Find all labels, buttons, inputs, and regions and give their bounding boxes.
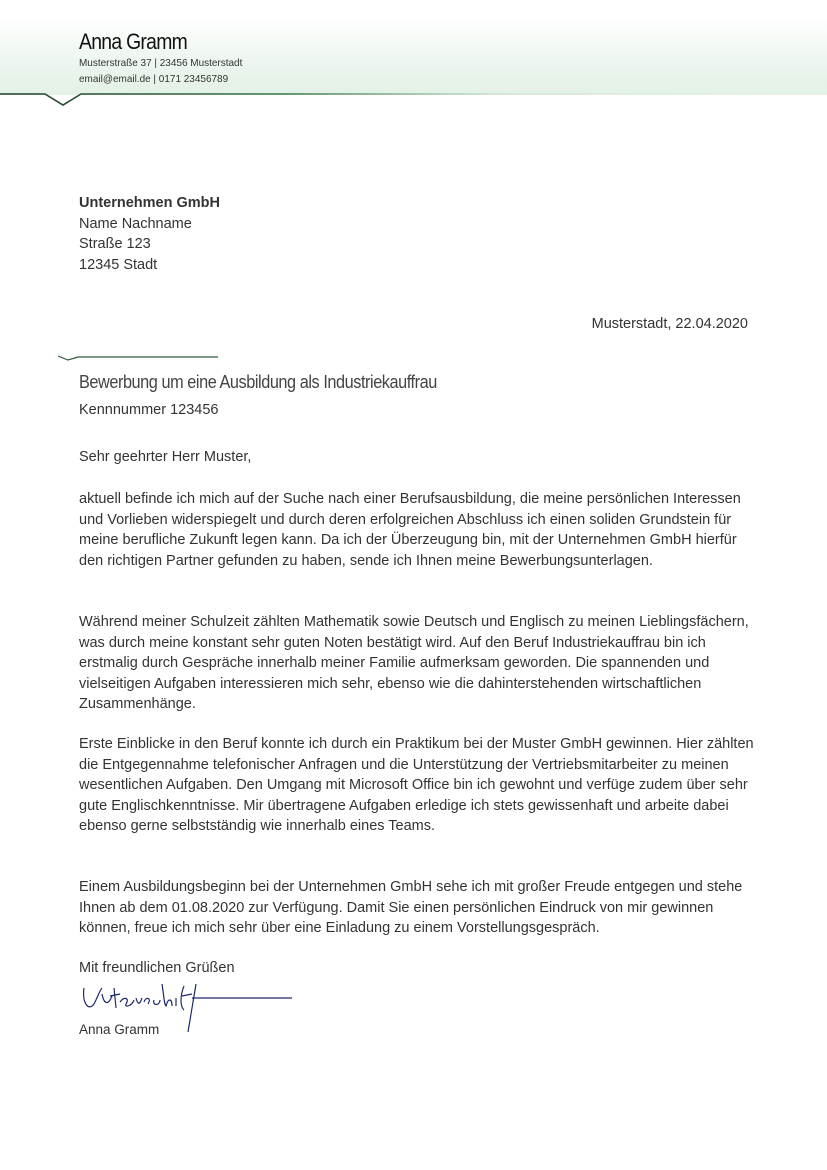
sender-name: Anna Gramm bbox=[79, 29, 188, 54]
subject-divider bbox=[58, 354, 218, 364]
body-paragraph-1: aktuell befinde ich mich auf der Suche nach einer Berufsausbildung, die meine persönlichen Interessen und Vorlieben widerspiegelt und durch deren erfolgreichen Abschluss ich einen soliden Grundstein für meine berufliche Zukunft legen kann. Da ich der Überzeugung bin, mit der Unternehmen GmbH hierfür den richtigen Partner gefunden zu haben, sende ich Ihnen meine Bewerbungsunterlagen. bbox=[79, 491, 741, 569]
recipient-city: 12345 Stadt bbox=[79, 256, 158, 273]
header-divider-chevron bbox=[0, 90, 827, 110]
recipient-person: Name Nachname bbox=[79, 215, 192, 232]
closing: Mit freundlichen Grüßen bbox=[79, 960, 235, 976]
body-paragraph-4: Einem Ausbildungsbeginn bei der Unternehmen GmbH sehe ich mit großer Freude entgegen und stehe Ihnen ab dem 01.08.2020 zur Verfügung. Damit Sie einen persönlichen Eindruck von mir gewinnen können, freue ich mich sehr über eine Einladung zu einem Vorstellungsgespräch. bbox=[79, 879, 743, 936]
signature-name: Anna Gramm bbox=[79, 1022, 160, 1037]
sender-contact: email@email.de | 0171 23456789 bbox=[79, 73, 229, 85]
letter-date: Musterstadt, 22.04.2020 bbox=[591, 316, 748, 332]
salutation: Sehr geehrter Herr Muster, bbox=[79, 449, 252, 465]
subject-line: Bewerbung um eine Ausbildung als Industriekauffrau bbox=[79, 371, 437, 392]
sender-address: Musterstraße 37 | 23456 Musterstadt bbox=[79, 57, 243, 69]
body-paragraph-2: Während meiner Schulzeit zählten Mathematik sowie Deutsch und Englisch zu meinen Lieblingsfächern, was durch meine konstant sehr guten Noten bestätigt wird. Auf den Beruf Industriekauffrau bin ich erstmalig durch Gespräche innerhalb meiner Familie aufmerksam geworden. Die spannenden und vielseitigen Aufgaben interessieren mich sehr, ebenso wie die dahinterstehenden wirtschaftlichen Zusammenhänge. bbox=[79, 614, 749, 712]
recipient-address bbox=[79, 193, 220, 275]
recipient-company: Unternehmen GmbH bbox=[79, 195, 220, 211]
body-paragraph-3: Erste Einblicke in den Beruf konnte ich durch ein Praktikum bei der Muster GmbH gewinnen. Hier zählten die Entgegennahme telefonischer Anfragen und die Unterstützung der Vertriebsmitarbeiter zu meinen wesentlichen Aufgaben. Den Umgang mit Microsoft Office bin ich gewohnt und verfüge zudem über sehr gute Englischkenntnisse. Mir übertragene Aufgaben erledige ich stets gewissenhaft und arbeite dabei ebenso gerne selbstständig wie innerhalb eines Teams. bbox=[79, 736, 754, 834]
recipient-street: Straße 123 bbox=[79, 236, 151, 252]
reference-number: Kennnummer 123456 bbox=[79, 402, 219, 418]
